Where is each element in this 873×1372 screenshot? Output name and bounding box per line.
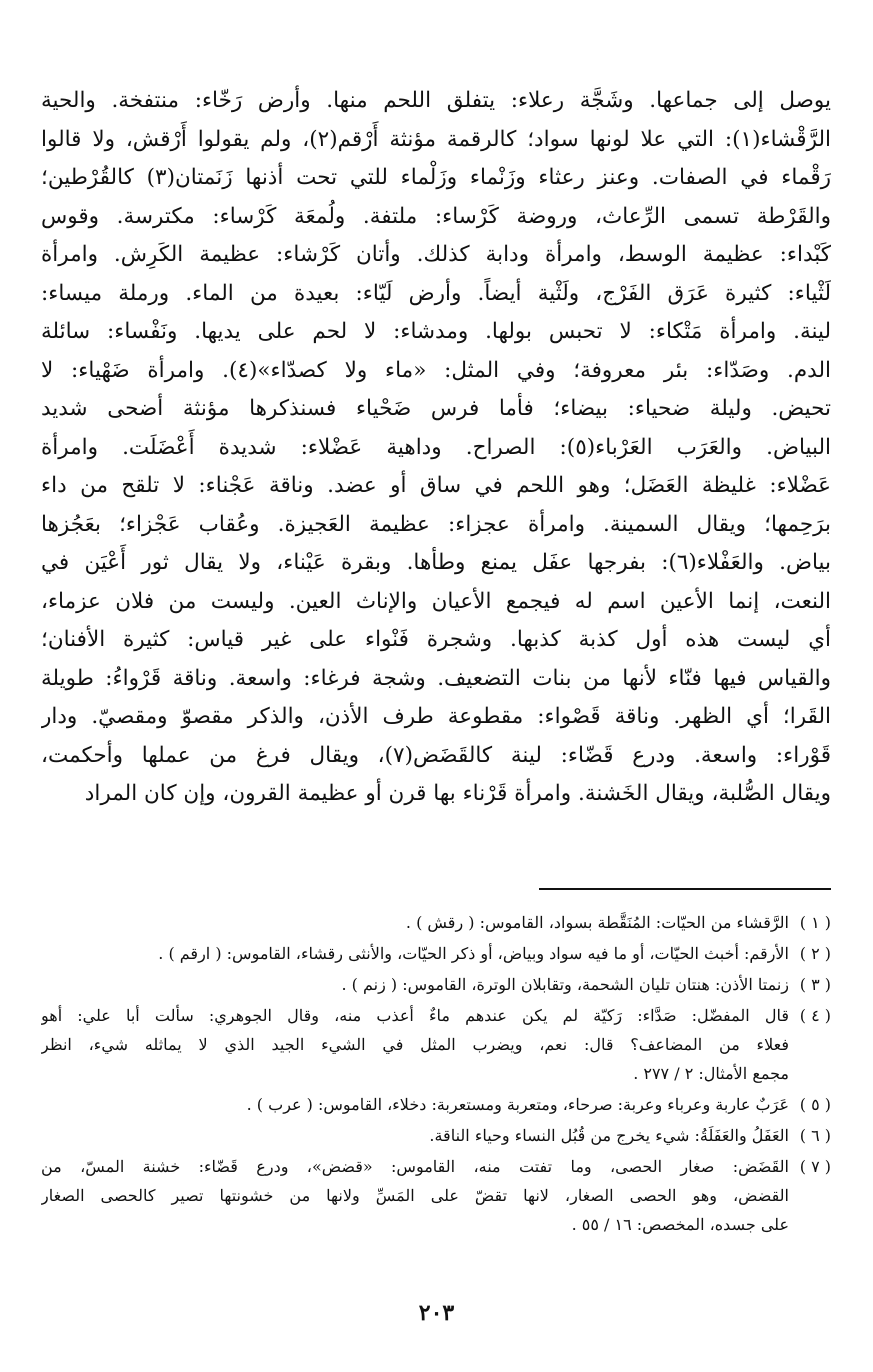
footnote <box>41 970 831 999</box>
main-text-line: الدم. وصَدّاء: بئر معروفة؛ وفي المثل: «ماء ولا كصدّاء»(٤). وامرأة ضَهْياء: لا <box>41 357 831 383</box>
footnote <box>41 1090 831 1119</box>
footnote-line: عَرَبٌ عاربة وعرباء وعربة: صرحاء، ومتعربة ومستعربة: دخلاء، القاموس: ( عرب ) . <box>246 1095 789 1114</box>
footnote-text <box>41 939 789 968</box>
footnote <box>41 908 831 937</box>
footnote-number: ( ٥ ) <box>799 1095 831 1114</box>
main-text-line: القَرا؛ أي الظهر. وناقة قَصْواء: مقطوعة طرف الأذن، والذكر مقصوّ ومقصيّ. ودار <box>41 704 831 729</box>
footnote-number: ( ٤ ) <box>799 1006 831 1025</box>
footnote-number: ( ٧ ) <box>799 1157 831 1176</box>
main-text-line: والقياس فيها فنّاء لأنها من بنات التضعيف. وشجة فرغاء: واسعة. وناقة قَرْواءُ: طويلة <box>41 665 831 691</box>
footnote-line: زنمتا الأذن: هنتان تليان الشحمة، وتقابلان الوترة، القاموس: ( زنم ) . <box>341 975 789 994</box>
main-text-line: كَبْداء: عظيمة الوسط، وامرأة ودابة كذلك. وأتان كَرْشاء: عظيمة الكَرِش. وامرأة <box>41 242 831 267</box>
main-text-line: والقَرْطة تسمى الرِّعاث، وروضة كَرْساء: ملتفة. ولُمعَة كَرْساء: مكترسة. وقوس <box>41 203 831 229</box>
footnote-text <box>41 1090 789 1119</box>
footnote <box>41 1121 831 1150</box>
main-text-line: النعت، إنما الأعين اسم له فيجمع الأعيان والإناث العين. وليست من فلان عزماء، <box>41 588 831 614</box>
page-number: ٢٠٣ <box>418 1300 455 1326</box>
footnote-line: على جسده، المخصص: ١٦ / ٥٥ . <box>571 1215 789 1234</box>
main-text-line: يوصل إلى جماعها. وشَجَّة رعلاء: يتفلق اللحم منها. وأرض رَخّاء: منتفخة. والحية <box>41 88 831 113</box>
footnote <box>41 1001 831 1088</box>
footnote-line: العَفَلُ والعَفَلَةُ: شيء يخرج من قُبُل النساء وحياء الناقة. <box>429 1126 789 1145</box>
footnote <box>41 1152 831 1239</box>
footnote-text <box>41 1001 789 1088</box>
footnote-line: الأرقم: أخبث الحيّات، أو ما فيه سواد وبياض، أو ذكر الحيّات، والأنثى رقشاء، القاموس: ( ارقم ) . <box>158 944 789 963</box>
footnote-line: مجمع الأمثال: ٢ / ٢٧٧ . <box>633 1064 789 1083</box>
main-text-line: لينة. وامرأة مَتْكاء: لا تحبس بولها. ومدشاء: لا لحم على يديها. ونَفْساء: سائلة <box>41 319 831 344</box>
footnote-separator-line <box>539 888 831 890</box>
footnote-number: ( ٣ ) <box>799 975 831 994</box>
main-text-line: قَوْراء: واسعة. ودرع قَضّاء: لينة كالقَضَض(٧)، ويقال فرغ من عملها وأحكمت، <box>41 742 831 768</box>
footnote-text <box>41 1121 789 1150</box>
main-text-line: البياض. والعَرَب العَرْباء(٥): الصراح. وداهية عَضْلاء: شديدة أَعْضَلَت. وامرأة <box>41 434 831 460</box>
footnote-number: ( ١ ) <box>799 913 831 932</box>
footnotes-section <box>41 908 831 1241</box>
main-text-line: تحيض. وليلة ضحياء: بيضاء؛ فأما فرس ضَحْياء فسنذكرها مؤنثة أضحى شديد <box>41 396 831 421</box>
main-text-line: عَضْلاء: غليظة العَضَل؛ وهو اللحم في ساق أو عضد. وناقة عَجْناء: لا تلقح من داء <box>41 473 831 498</box>
footnote-line: قال المفضّل: صَدَّاء: رَكيّة لم يكن عندهم ماءٌ أعذب منه، وقال الجوهري: سألت أبا علي: أهو <box>41 1006 789 1025</box>
footnote-line: القضض، وهو الحصى الصغار، لانها تقضّ على المَسِّ ولانها من خشونتها تصير كالحصى الصغار <box>41 1186 789 1205</box>
footnote-line: الرَّقشاء من الحيّات: المُنَقَّطة بسواد، القاموس: ( رقش ) . <box>405 913 789 932</box>
footnote-text <box>41 908 789 937</box>
main-text-line: لَثْياء: كثيرة عَرَق الفَرْج، ولَثْية أيضاً. وأرض لَيّاء: بعيدة من الماء. ورملة ميساء: <box>41 280 831 306</box>
footnote <box>41 939 831 968</box>
main-text-line: ويقال الصُّلبة، ويقال الخَشنة. وامرأة قَرْناء بها قرن أو عظيمة القرون، وإن كان المراد <box>84 781 831 806</box>
main-text-body <box>41 82 831 814</box>
footnote-number: ( ٢ ) <box>799 944 831 963</box>
main-text-line: أي ليست هذه أول كذبة كذبها. وشجرة فَنْواء على غير قياس: كثيرة الأفنان؛ <box>41 627 831 652</box>
main-text-line: الرَّقْشاء(١): التي علا لونها سواد؛ كالرقمة مؤنثة أَرْقم(٢)، ولم يقولوا أَرْقش، ولا قالوا <box>41 126 831 152</box>
footnote-number: ( ٦ ) <box>799 1126 831 1145</box>
footnote-text <box>41 970 789 999</box>
main-text-line: برَحِمها؛ ويقال السمينة. وامرأة عجزاء: عظيمة العَجيزة. وعُقاب عَجْزاء؛ بعَجُزها <box>41 511 831 537</box>
footnote-text <box>41 1152 789 1239</box>
footnote-line: فعلاء من المضاعف؟ قال: نعم، ويضرب المثل في الشيء الجيد الذي لا يماثله شيء، انظر <box>41 1035 789 1054</box>
footnote-line: القَضَض: صغار الحصى، وما تفتت منه، القاموس: «قضض»، ودرع قَضّاء: خشنة المسّ، من <box>41 1157 789 1176</box>
main-text-line: رَقْماء في الصفات. وعنز رعثاء وزَنْماء وزَلْماء للتي تحت أذنها زَنَمتان(٣) كالقُرْطين؛ <box>41 165 831 190</box>
main-text-line: بياض. والعَفْلاء(٦): بفرجها عفَل يمنع وطأها. وبقرة عَيْناء، ولا يقال ثور أَعْيَن في <box>41 550 831 575</box>
